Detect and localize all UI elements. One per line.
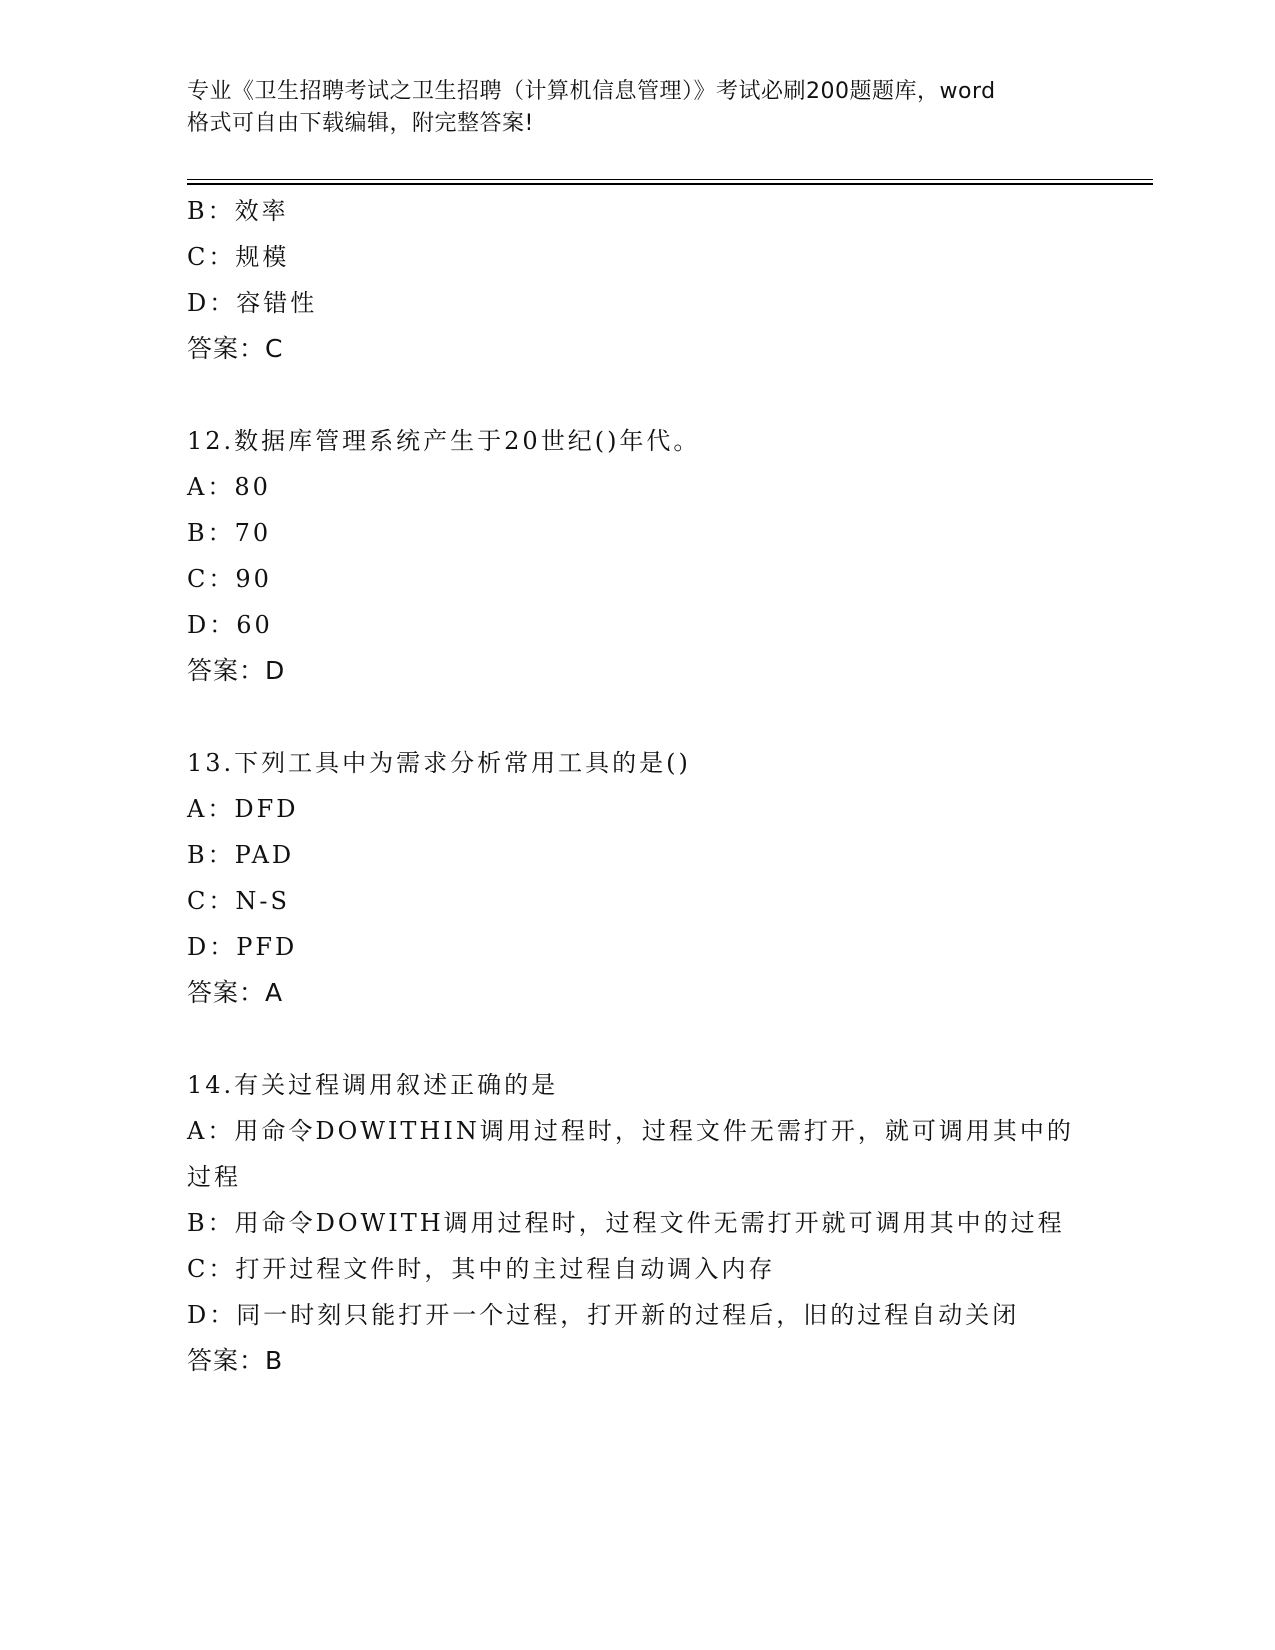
option-c: C：打开过程文件时，其中的主过程自动调入内存 — [187, 1255, 776, 1283]
option-b: B：PAD — [187, 841, 295, 869]
header-divider-thin — [187, 179, 1153, 180]
question-list — [187, 188, 1087, 1384]
answer-line: 答案：C — [187, 334, 284, 363]
option-d: D：60 — [187, 611, 273, 639]
option-d: D：PFD — [187, 933, 298, 961]
answer-line: 答案：B — [187, 1346, 284, 1375]
option-b: B：70 — [187, 519, 272, 547]
option-a: A：DFD — [187, 795, 299, 823]
question-spacer — [187, 694, 1087, 740]
option-a: A：80 — [187, 473, 271, 501]
option-d: D：同一时刻只能打开一个过程，打开新的过程后，旧的过程自动关闭 — [187, 1301, 1020, 1329]
answer-line: 答案：D — [187, 656, 286, 685]
document-header — [187, 76, 1087, 140]
option-c: C：规模 — [187, 243, 290, 271]
option-c: C：90 — [187, 565, 272, 593]
header-line-2: 格式可自由下载编辑，附完整答案! — [187, 111, 534, 136]
question-12 — [187, 418, 1087, 694]
option-b: B：效率 — [187, 197, 289, 225]
question-spacer — [187, 372, 1087, 418]
option-d: D：容错性 — [187, 289, 318, 317]
question-spacer — [187, 1016, 1087, 1062]
option-c: C：N-S — [187, 887, 290, 915]
option-b: B：用命令DOWITH调用过程时，过程文件无需打开就可调用其中的过程 — [187, 1209, 1065, 1237]
question-13 — [187, 740, 1087, 1016]
question-text: 14.有关过程调用叙述正确的是 — [187, 1071, 559, 1099]
header-divider-thick — [187, 183, 1153, 185]
header-line-1: 专业《卫生招聘考试之卫生招聘（计算机信息管理）》考试必刷200题题库，word — [187, 79, 996, 104]
question-text: 12.数据库管理系统产生于20世纪()年代。 — [187, 427, 701, 455]
question-text: 13.下列工具中为需求分析常用工具的是() — [187, 749, 691, 777]
question-14 — [187, 1062, 1087, 1384]
option-a: A：用命令DOWITHIN调用过程时，过程文件无需打开，就可调用其中的过程 — [187, 1117, 1074, 1191]
answer-line: 答案：A — [187, 978, 284, 1007]
question-11 — [187, 188, 1087, 372]
